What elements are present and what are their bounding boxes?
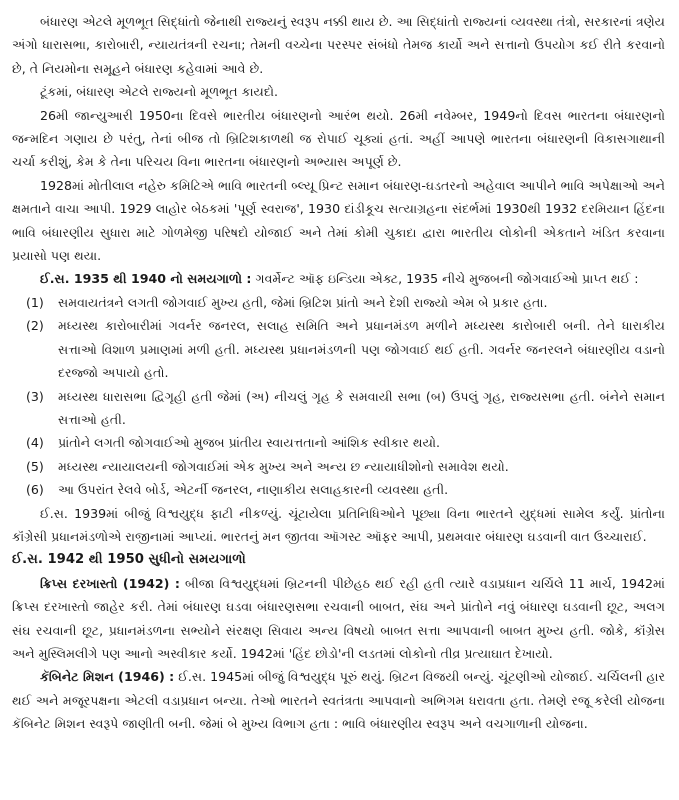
list-item bbox=[12, 455, 665, 478]
list-item bbox=[12, 478, 665, 501]
cabinet-mission-paragraph bbox=[12, 665, 665, 735]
list-item-text: આ ઉપરાંત રેલવે બોર્ડ, એટર્ની જનરલ, નાણાકીય સલાહકારની વ્યવસ્થા હતી. bbox=[58, 482, 449, 498]
list-item-text: મધ્યસ્થ કારોબારીમાં ગવર્નર જનરલ, સલાહ સમિતિ અને પ્રધાનમંડળ મળીને મધ્યસ્થ કારોબારી બની. તેને ધારાકીય સત્તાઓ વિશાળ પ્રમાણમાં મળી હતી. મધ્યસ્થ પ્રધાનમંડળની પણ જોગવાઈ થઈ હતી. ગવર્નર જનરલને બંધારણીય વડાનો દરજ્જો અપાયો હતો. bbox=[58, 318, 665, 381]
section-intro-1935: ગવર્મેન્ટ ઑફ ઇન્ડિયા એક્ટ, 1935 નીચે મુજબની જોગવાઈઓ પ્રાપ્ત થઈ : bbox=[251, 271, 639, 287]
nehru-committee-paragraph: 1928માં મોતીલાલ નહેરુ કમિટિએ ભાવિ ભારતની બ્લ્યૂ પ્રિન્ટ સમાન બંધારણ-ઘડતરનો અહેવાલ આપીને ભાવિ અપેક્ષાઓ અને ક્ષમતાને વાચા આપી. 1929 લાહોર બેઠકમાં 'પૂર્ણ સ્વરાજ', 1930 દાંડીકૂચ સત્યાગ્રહના સંદર્ભમાં 1930થી 1932 દરમિયાન હિંદના ભાવિ બંધારણીય સુધારા માટે ગોળમેજી પરિષદો યોજાઈ અને તેમાં કોમી ચુકાદા દ્વારા ભારતીય લોકોની એકતાને ખંડિત કરવાના પ્રયાસો પણ થયા. bbox=[12, 177, 665, 264]
list-item-text: પ્રાંતોને લગતી જોગવાઈઓ મુજબ પ્રાંતીય સ્વાયત્તતાનો આંશિક સ્વીકાર થયો. bbox=[58, 435, 441, 451]
provisions-list bbox=[12, 291, 665, 502]
cripps-heading: ક્રિપ્સ દરખાસ્તો (1942) : bbox=[40, 575, 180, 591]
list-item-number: (4) bbox=[26, 435, 44, 451]
list-item-text: સમવાયતંત્રને લગતી જોગવાઈ મુખ્ય હતી, જેમાં બ્રિટિશ પ્રાંતો અને દેશી રાજ્યો એમ બે પ્રકાર હતા. bbox=[58, 294, 548, 310]
list-item bbox=[12, 385, 665, 432]
list-item-number: (6) bbox=[26, 482, 44, 498]
world-war-paragraph: ઈ.સ. 1939માં બીજું વિશ્વયુદ્ધ ફાટી નીકળ્યું. ચૂંટાયેલા પ્રતિનિધિઓને પૂછ્યા વિના ભારતને યુદ્ધમાં સામેલ કર્યું. પ્રાંતોના કૉંગ્રેસી પ્રધાનમંડળોએ રાજીનામાં આપ્યાં. ભારતનું મન જીતવા ઑગસ્ટ ઑફર આપી, પ્રથમવાર બંધારણ ઘડવાની વાત ઉચ્ચારાઈ. bbox=[12, 505, 665, 544]
cripps-paragraph bbox=[12, 572, 665, 666]
section-heading-1935-1940: ઈ.સ. 1935 થી 1940 નો સમયગાળો : bbox=[40, 271, 252, 287]
list-item bbox=[12, 291, 665, 314]
list-item-number: (5) bbox=[26, 458, 44, 474]
cabinet-mission-heading: કૅબિનેટ મિશન (1946) : bbox=[40, 669, 175, 685]
act-1935-heading-line bbox=[12, 267, 665, 290]
cabinet-mission-text: ઈ.સ. 1945માં બીજું વિશ્વયુદ્ધ પૂરું થયું. બ્રિટન વિજયી બન્યું. ચૂંટણીઓ યોજાઈ. ચર્ચિલની હાર થઈ અને મજૂરપક્ષના એટલી વડાપ્રધાન બન્યા. તેઓ ભારતને સ્વતંત્રતા આપવાનો અભિગમ ધરાવતા હતા. તેમણે રજૂ કરેલી યોજના કૅબિનેટ મિશન સ્વરૂપે જાણીતી બની. જેમાં બે મુખ્ય વિભાગ હતા : ભાવિ બંધારણીય સ્વરૂપ અને વચગાળાની યોજના. bbox=[12, 669, 665, 732]
constitution-dates-paragraph: 26મી જાન્યુઆરી 1950ના દિવસે ભારતીય બંધારણનો આરંભ થયો. 26મી નવેમ્બર, 1949નો દિવસ ભારતના બંધારણનો જન્મદિન ગણાય છે પરંતુ, તેનાં બીજ તો બ્રિટિશકાળથી જ રોપાઈ ચૂક્યાં હતાં. અહીં આપણે ભારતના બંધારણની વિકાસગાથાની ચર્ચા કરીશું, કેમ કે તેના પરિચય વિના ભારતના બંધારણનો અભ્યાસ અપૂર્ણ છે. bbox=[12, 107, 665, 170]
list-item-number: (1) bbox=[26, 294, 44, 310]
summary-paragraph: ટૂંકમાં, બંધારણ એટલે રાજ્યનો મૂળભૂત કાયદો. bbox=[40, 84, 279, 100]
list-item-text: મધ્યસ્થ ન્યાયાલયની જોગવાઈમાં એક મુખ્ય અને અન્ય છ ન્યાયાધીશોનો સમાવેશ થયો. bbox=[58, 458, 509, 474]
list-item bbox=[12, 314, 665, 384]
intro-paragraph: બંધારણ એટલે મૂળભૂત સિદ્ધાંતો જેનાથી રાજ્યનું સ્વરૂપ નક્કી થાય છે. આ સિદ્ધાંતો રાજ્યનાં વ્યવસ્થા તંત્રો, સરકારનાં ત્રણેય અંગો ધારાસભા, કારોબારી, ન્યાયતંત્રની રચના; તેમની વચ્ચેના પરસ્પર સંબંધો તેમજ કાર્યો અને સત્તાનો ઉપયોગ કઈ રીતે કરવાનો છે, તે નિયમોના સમૂહને બંધારણ કહેવામાં આવે છે. bbox=[12, 14, 665, 76]
cripps-text: બીજા વિશ્વયુદ્ધમાં બ્રિટનની પીછેહઠ થઈ રહી હતી ત્યારે વડાપ્રધાન ચર્ચિલે 11 માર્ચ, 1942માં ક્રિપ્સ દરખાસ્તો જાહેર કરી. તેમાં બંધારણ ઘડવા બંધારણસભા રચવાની બાબત, સંઘ અને પ્રાંતોને નવું બંધારણ ઘડવાની છૂટ, અલગ સંઘ રચવાની છૂટ, પ્રધાનમંડળના સભ્યોને સંરક્ષણ સિવાય અન્ય વિષયો બાબત સત્તા આપવાની બાબત મુખ્ય હતી. જોકે, કૉંગ્રેસ અને મુસ્લિમલીગે પણ આનો અસ્વીકાર કર્યો. 1942માં 'હિંદ છોડો'ની લડતમાં લોકોનો તીવ્ર પ્રત્યાઘાત દેખાયો. bbox=[12, 575, 665, 661]
list-item-text: મધ્યસ્થ ધારાસભા દ્વિગૃહી હતી જેમાં (અ) નીચલું ગૃહ કે સમવાયી સભા (બ) ઉપલું ગૃહ, રાજ્યસભા હતી. બંનેને સમાન સત્તાઓ હતી. bbox=[58, 388, 665, 427]
section-heading-1942-1950: ઈ.સ. 1942 થી 1950 સુધીનો સમયગાળો bbox=[12, 552, 246, 568]
list-item-number: (2) bbox=[26, 318, 44, 334]
list-item-number: (3) bbox=[26, 388, 44, 404]
list-item bbox=[12, 431, 665, 454]
